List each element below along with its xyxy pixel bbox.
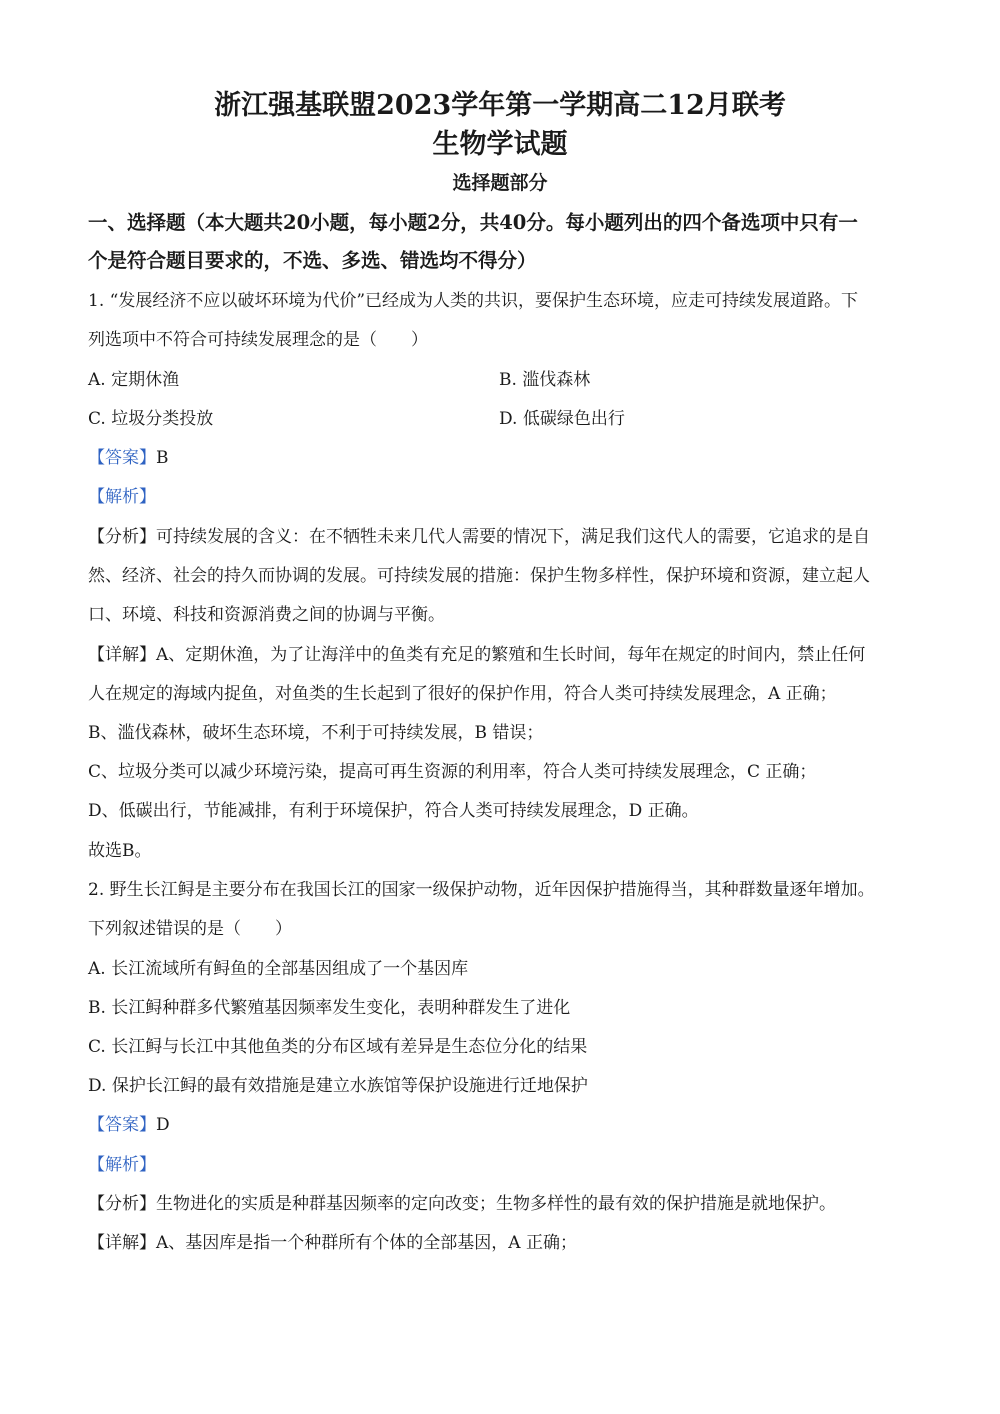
q1-analysis-tag: 【解析】: [88, 487, 156, 507]
q1-xiangjie-line2: 人在规定的海域内捉鱼，对鱼类的生长起到了很好的保护作用，符合人类可持续发展理念，A 正确；: [88, 684, 837, 704]
q1-xiangjie-line1: [88, 641, 918, 669]
q2-answer: [88, 1111, 918, 1139]
q1-detail-d: D、低碳出行，节能减排，有利于环境保护，符合人类可持续发展理念，D 正确。: [88, 801, 699, 821]
q1-option-c: C. 垃圾分类投放: [88, 409, 214, 429]
q2-fenxi-line1: [88, 1190, 918, 1218]
q2-option-d: D. 保护长江鲟的最有效措施是建立水族馆等保护设施进行迁地保护: [88, 1076, 588, 1096]
q2-stem-line1: 2. 野生长江鲟是主要分布在我国长江的国家一级保护动物，近年因保护措施得当，其种群数量逐年增加。: [88, 880, 875, 900]
q2-analysis-tag: 【解析】: [88, 1155, 156, 1175]
q1-fenxi-line3: 口、环境、科技和资源消费之间的协调与平衡。: [88, 605, 445, 625]
xiangjie-tag: 【详解】: [88, 1233, 156, 1253]
q2-option-a: A. 长江流域所有鲟鱼的全部基因组成了一个基因库: [88, 959, 469, 979]
q1-option-a: A. 定期休渔: [88, 370, 180, 390]
answer-value: B: [156, 448, 169, 468]
q2-xiangjie-line1: [88, 1229, 918, 1257]
xiangjie-text: A、定期休渔，为了让海洋中的鱼类有充足的繁殖和生长时间，每年在规定的时间内，禁止任何: [156, 645, 866, 665]
q1-option-b: B. 滥伐森林: [499, 370, 591, 390]
fenxi-text: 生物进化的实质是种群基因频率的定向改变；生物多样性的最有效的保护措施是就地保护。: [156, 1194, 836, 1214]
q2-option-c: C. 长江鲟与长江中其他鱼类的分布区域有差异是生态位分化的结果: [88, 1037, 588, 1057]
q1-fenxi-line1: [88, 523, 918, 551]
answer-tag: 【答案】: [88, 448, 156, 468]
exam-title: 浙江强基联盟2023学年第一学期高二12月联考: [214, 90, 786, 121]
q1-stem-line2: 列选项中不符合可持续发展理念的是（ ）: [88, 330, 428, 350]
q1-fenxi-line2: 然、经济、社会的持久而协调的发展。可持续发展的措施：保护生物多样性，保护环境和资源，建立起人: [88, 566, 870, 586]
subject-title: 生物学试题: [432, 129, 568, 160]
fenxi-tag: 【分析】: [88, 1194, 156, 1214]
answer-value: D: [156, 1115, 170, 1135]
answer-tag: 【答案】: [88, 1115, 156, 1135]
q1-conclusion: 故选B。: [88, 841, 152, 861]
xiangjie-tag: 【详解】: [88, 645, 156, 665]
q2-stem-line2: 下列叙述错误的是（ ）: [88, 919, 292, 939]
fenxi-tag: 【分析】: [88, 527, 156, 547]
section-instructions-line2: 个是符合题目要求的，不选、多选、错选均不得分）: [88, 249, 537, 272]
q1-detail-b: B、滥伐森林，破坏生态环境，不利于可持续发展，B 错误；: [88, 723, 544, 743]
q1-stem-line1: 1. “发展经济不应以破坏环境为代价”已经成为人类的共识，要保护生态环境，应走可持续发展道路。下: [88, 291, 859, 311]
q2-option-b: B. 长江鲟种群多代繁殖基因频率发生变化，表明种群发生了进化: [88, 998, 571, 1018]
fenxi-text: 可持续发展的含义：在不牺牲未来几代人需要的情况下，满足我们这代人的需要，它追求的是自: [156, 527, 870, 547]
q1-answer: [88, 444, 918, 472]
q1-option-d: D. 低碳绿色出行: [499, 409, 625, 429]
part-title: 选择题部分: [452, 172, 548, 194]
q1-detail-c: C、垃圾分类可以减少环境污染，提高可再生资源的利用率，符合人类可持续发展理念，C 正确；: [88, 762, 817, 782]
section-instructions-line1: 一、选择题（本大题共20小题，每小题2分，共40分。每小题列出的四个备选项中只有一: [88, 211, 858, 234]
xiangjie-text: A、基因库是指一个种群所有个体的全部基因，A 正确；: [156, 1233, 577, 1253]
